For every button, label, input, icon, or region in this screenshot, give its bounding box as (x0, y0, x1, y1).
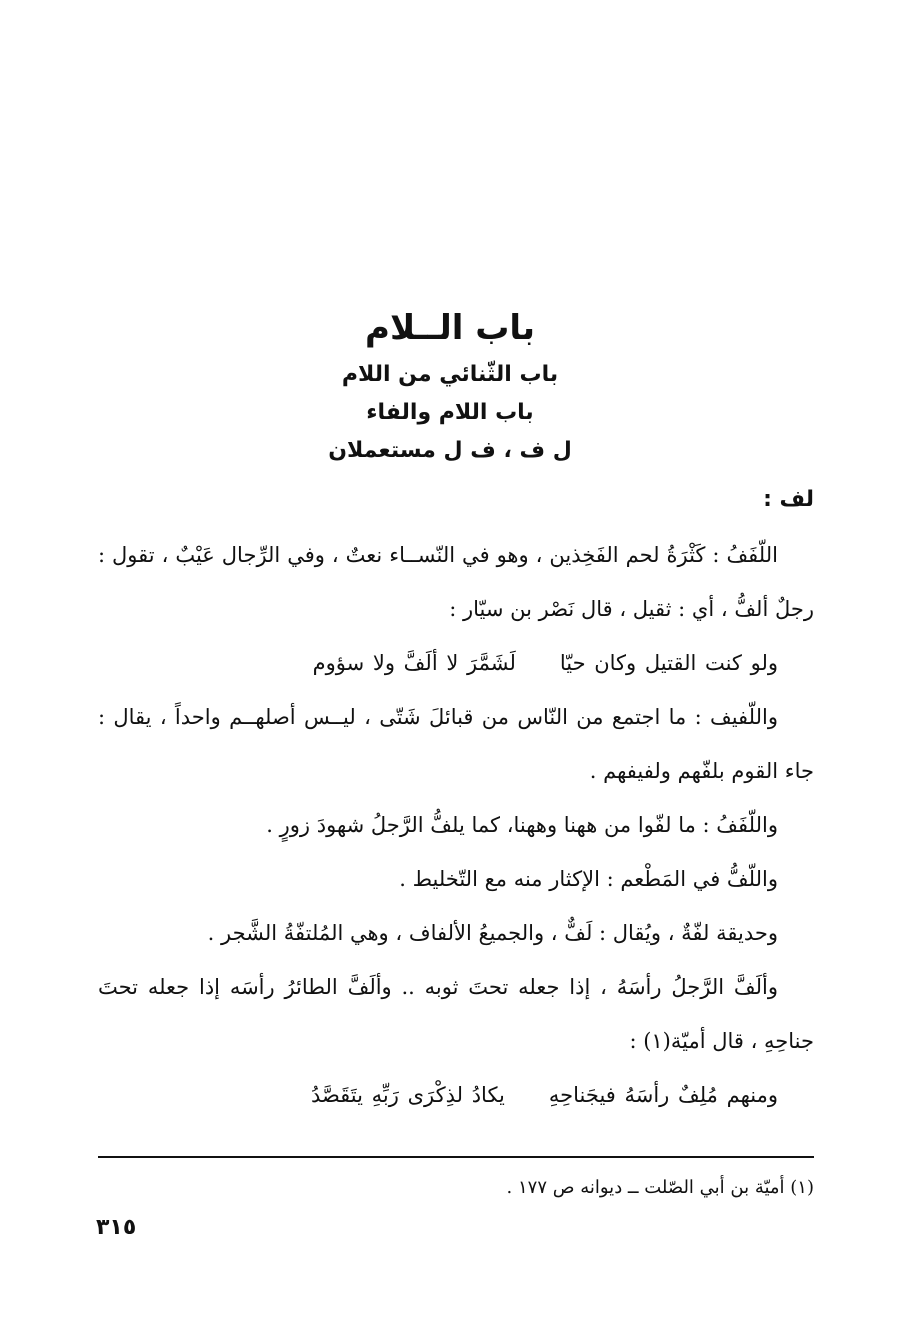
footnote-divider (98, 1156, 814, 1158)
verse-first-hemistich: ومنهم مُلِفٌ رأسَهُ فيجَناحِهِ (548, 1083, 778, 1107)
verse-line (98, 1068, 814, 1122)
verse-line (98, 636, 814, 690)
verse-second-hemistich: يكادُ لذِكْرَى رَبِّهِ يتَقَصَّدُ (310, 1083, 505, 1107)
entry-body (98, 528, 814, 1122)
subsection-title: باب اللام والفاء (366, 400, 534, 425)
verse-second-hemistich: لَشَمَّرَ لا ألَفَّ ولا سؤوم (312, 651, 516, 675)
chapter-title: باب الــلام (365, 308, 535, 348)
paragraph: وحديقة لفّةٌ ، ويُقال : لَفٌّ ، والجميعُ الألفاف ، وهي المُلتفّةُ الشَّجر . (207, 921, 778, 945)
paragraph: واللّفيف : ما اجتمع من النّاس من قبائلَ شَتّى ، ليــس أصلهــم واحداً ، يقال : جاء القوم بلفّهم ولفيفهم . (98, 705, 814, 783)
page-number: ٣١٥ (96, 1215, 137, 1240)
paragraph: واللّفَفُ : ما لفّوا من ههنا وههنا، كما يلفُّ الرَّجلُ شهودَ زورٍ . (266, 813, 778, 837)
chapter-headings (90, 300, 810, 470)
section-title: باب الثّنائي من اللام (341, 362, 559, 387)
paragraph: اللّفَفُ : كَثْرَةُ لحم الفَخِذين ، وهو في النّســاء نعتٌ ، وفي الرِّجال عَيْبٌ ، تقول : رجلٌ ألفُّ ، أي : ثقيل ، قال نَصْر بن سيّار : (98, 543, 814, 621)
root-usage-title: ل ف ، ف ل مستعملان (328, 438, 572, 463)
entry-headword: لف : (763, 487, 814, 512)
paragraph: واللّفُّ في المَطْعم : الإكثار منه مع التّخليط . (399, 867, 778, 891)
paragraph: وألَفَّ الرَّجلُ رأسَهُ ، إذا جعله تحتَ ثوبه .. وألَفَّ الطائرُ رأسَه إذا جعله تحتَ جناحِهِ ، قال أميّة(١) : (98, 975, 814, 1053)
footnote: (١) أميّة بن أبي الصّلت ــ ديوانه ص ١٧٧ . (506, 1177, 814, 1198)
verse-first-hemistich: ولو كنت القتيل وكان حيّا (559, 651, 778, 675)
